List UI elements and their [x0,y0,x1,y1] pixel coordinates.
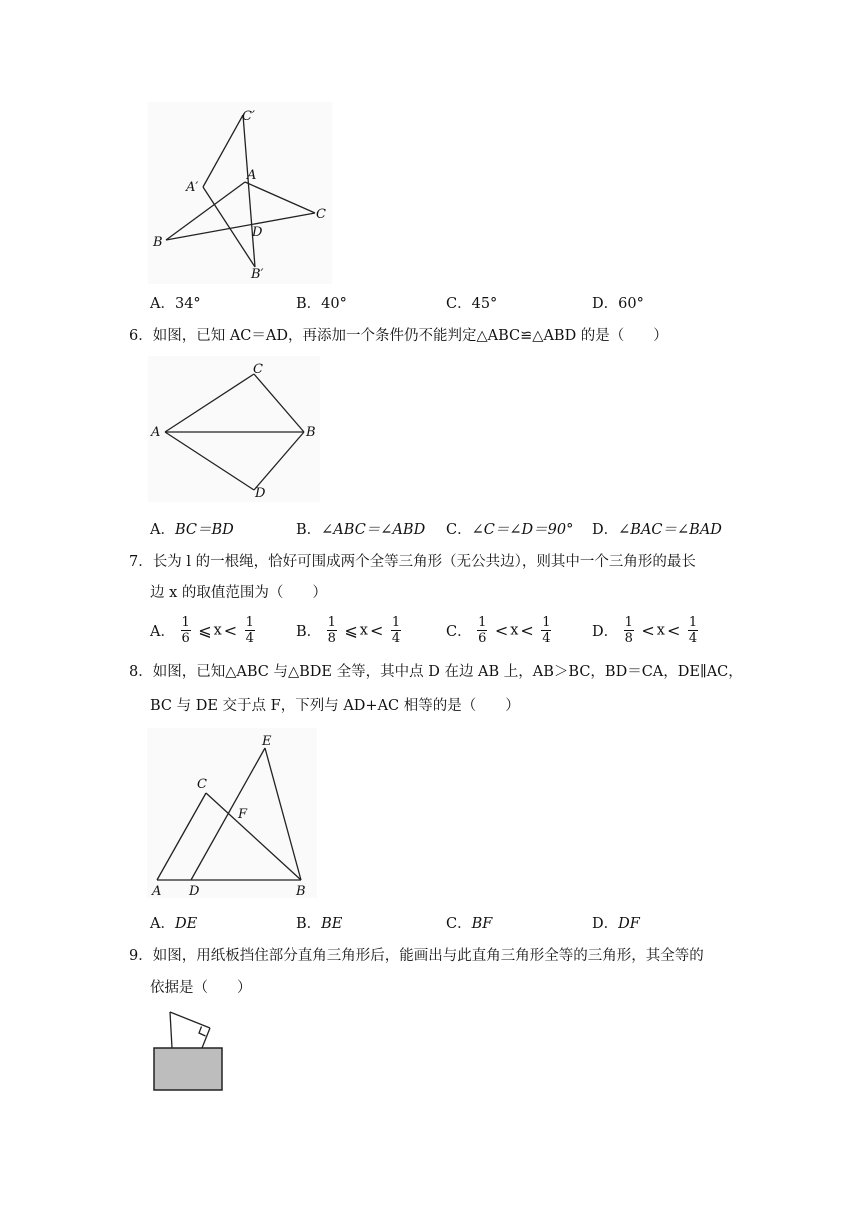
q8-figure-svg [147,728,317,898]
q7-option-a: A． $\frac{1}{6}$ ⩽ x < $\frac{1}{4}$ [150,615,254,646]
q6-line-a-d [165,432,254,490]
q7-option-c: C． $\frac{1}{6}$ < x < $\frac{1}{4}$ [446,615,551,646]
q5-label-a: A [247,168,257,183]
q6-option-b: B．∠ABC＝∠ABD [296,522,426,538]
q9-question-line2: 依据是（ ） [150,980,252,996]
q5-option-c: C．45° [446,296,498,312]
q5-line-cprime-aprime [203,115,243,187]
q6-figure-svg [148,356,320,502]
q6-line-a-c [165,374,254,432]
q8-option-b: B．BE [296,916,343,932]
q5-line-cprime-bprime [243,115,255,267]
q6-option-a: A．BC＝BD [150,522,234,538]
q9-triangle-left-side [170,1012,172,1048]
q6-option-c: C．∠C＝∠D＝90° [446,522,574,538]
q6-label-a: A [151,425,161,440]
q9-figure-svg [148,1008,228,1096]
q6-line-c-b [254,374,304,432]
q9-figure [148,1008,228,1096]
q5-label-cprime: C′ [242,109,255,124]
q5-line-a-c [245,182,315,213]
q8-label-f: F [238,807,248,822]
q5-line-b-c [166,213,315,240]
q8-question-line1: 8．如图，已知△ABC 与△BDE 全等，其中点 D 在边 AB 上，AB＞BC，BD＝CA，DE∥AC， [129,664,743,680]
q9-triangle-top-side [170,1012,210,1028]
q8-label-c: C [197,777,207,792]
q8-line-c-b [206,793,301,880]
q8-label-d: D [189,884,200,898]
q8-figure [147,728,317,898]
q7-question-line1: 7．长为 l 的一根绳，恰好可围成两个全等三角形（无公共边），则其中一个三角形的最长 [129,554,696,570]
q9-cardboard [154,1048,222,1090]
q8-option-c: C．BF [446,916,493,932]
q8-label-e: E [262,734,272,749]
q8-label-a: A [152,884,162,898]
q5-label-c: C [316,207,326,222]
q7-question-line2: 边 x 的取值范围为（ ） [150,585,327,601]
q5-option-b: B．40° [296,296,347,312]
q9-right-angle-mark [199,1027,206,1037]
q8-option-a: A．DE [150,916,198,932]
q5-label-bprime: B′ [251,267,264,282]
q8-option-d: D．DF [592,916,640,932]
q5-figure-svg [148,102,332,284]
q5-option-a: A．34° [150,296,201,312]
q8-line-e-b [265,748,301,880]
q7-option-b: B． $\frac{1}{8}$ ⩽ x < $\frac{1}{4}$ [296,615,401,646]
q8-line-d-e [191,748,265,880]
q5-label-aprime: A′ [186,180,199,195]
q5-line-aprime-bprime [203,187,255,267]
q7-option-d: D． $\frac{1}{8}$ < x < $\frac{1}{4}$ [592,615,698,646]
q6-question-text: 6．如图，已知 AC＝AD，再添加一个条件仍不能判定△ABC≌△ABD 的是（ ） [129,328,668,344]
q6-option-d: D．∠BAC＝∠BAD [592,522,722,538]
q6-label-b: B [306,425,316,440]
q6-figure [148,356,320,502]
q8-label-b: B [296,884,306,898]
q5-figure [148,102,332,284]
q5-option-d: D．60° [592,296,644,312]
q6-label-c: C [253,362,263,377]
q5-label-d: D [252,225,263,240]
q9-question-line1: 9．如图，用纸板挡住部分直角三角形后，能画出与此直角三角形全等的三角形，其全等的 [129,948,704,964]
q9-triangle-right-side [202,1028,210,1048]
q5-label-b: B [153,235,163,250]
q6-line-d-b [254,432,304,490]
q8-question-line2: BC 与 DE 交于点 F，下列与 AD+AC 相等的是（ ） [150,698,520,714]
q6-label-d: D [255,486,266,501]
